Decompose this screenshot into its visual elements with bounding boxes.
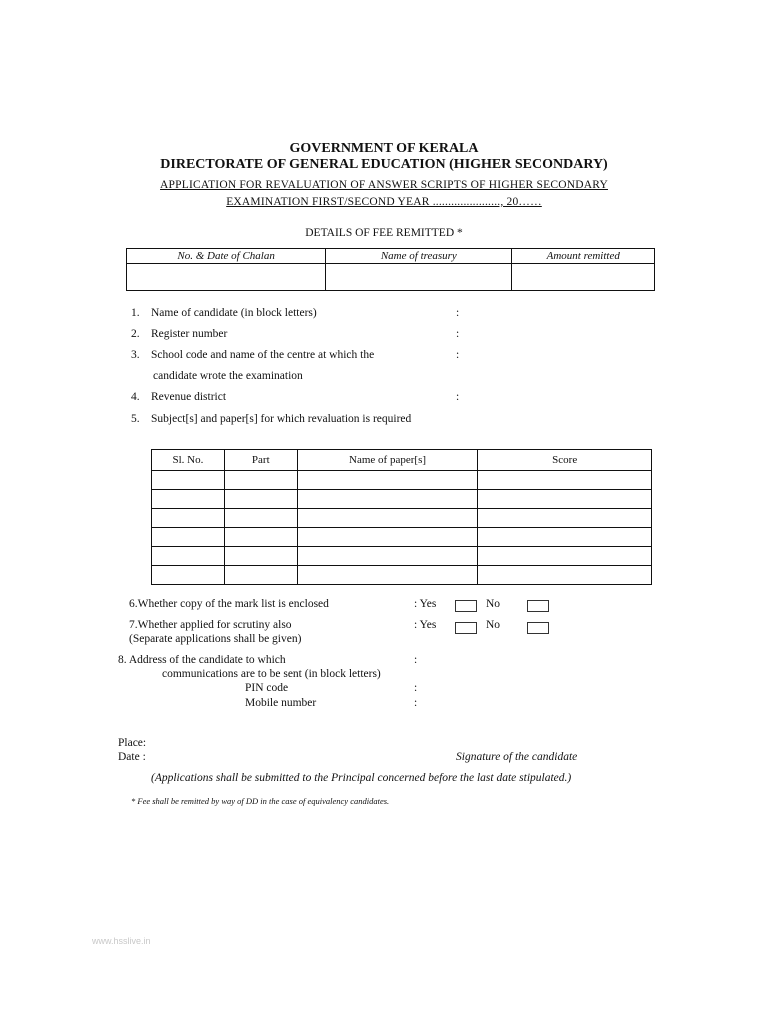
subjects-cell-part[interactable] [224, 566, 297, 585]
fee-col-amount: Amount remitted [512, 249, 655, 264]
item-1-number: 1. [131, 307, 140, 319]
q8-mobile-colon: : [414, 697, 418, 709]
subjects-table [151, 449, 652, 585]
fee-heading: DETAILS OF FEE REMITTED * [305, 227, 463, 239]
q6-yes-label: : Yes [414, 598, 437, 610]
subjects-cell-part[interactable] [224, 471, 297, 490]
subjects-cell-paper[interactable] [297, 471, 478, 490]
item-3-label-cont: candidate wrote the examination [153, 370, 303, 382]
q8-label: 8. Address of the candidate to which [118, 654, 286, 666]
q7-label: 7.Whether applied for scrutiny also [129, 619, 292, 631]
item-3-number: 3. [131, 349, 140, 361]
q6-no-label: No [486, 598, 501, 610]
subjects-col-score: Score [478, 450, 652, 471]
fee-table [126, 248, 655, 291]
signature-label: Signature of the candidate [456, 751, 578, 763]
subjects-cell-part[interactable] [224, 509, 297, 528]
subjects-cell-paper[interactable] [297, 528, 478, 547]
subjects-cell-score[interactable] [478, 509, 652, 528]
q7-note: (Separate applications shall be given) [129, 633, 302, 645]
item-5-label: Subject[s] and paper[s] for which revaluation is required [151, 413, 412, 425]
item-4-number: 4. [131, 391, 140, 403]
subjects-cell-paper[interactable] [297, 490, 478, 509]
subjects-cell-slno[interactable] [152, 509, 225, 528]
subjects-cell-slno[interactable] [152, 471, 225, 490]
q6-label: 6.Whether copy of the mark list is enclosed [129, 598, 329, 610]
q7-yes-checkbox[interactable] [455, 622, 477, 634]
item-4-colon: : [456, 391, 460, 403]
subjects-row [152, 547, 652, 566]
subjects-cell-score[interactable] [478, 528, 652, 547]
subjects-col-part: Part [224, 450, 297, 471]
q8-label-cont: communications are to be sent (in block letters) [162, 668, 381, 680]
fee-cell-amount[interactable] [512, 264, 655, 291]
subjects-cell-slno[interactable] [152, 528, 225, 547]
item-2-colon: : [456, 328, 460, 340]
q7-no-checkbox[interactable] [527, 622, 549, 634]
subjects-cell-paper[interactable] [297, 509, 478, 528]
fee-footnote: * Fee shall be remitted by way of DD in the case of equivalency candidates. [131, 796, 390, 806]
q8-pin-colon: : [414, 682, 418, 694]
q7-yes-label: : Yes [414, 619, 437, 631]
header-directorate: DIRECTORATE OF GENERAL EDUCATION (HIGHER SECONDARY) [160, 157, 608, 172]
subjects-row [152, 471, 652, 490]
subjects-col-paper: Name of paper[s] [297, 450, 478, 471]
item-1-label: Name of candidate (in block letters) [151, 307, 317, 319]
q7-no-label: No [486, 619, 501, 631]
item-5-number: 5. [131, 413, 140, 425]
subjects-cell-part[interactable] [224, 490, 297, 509]
q8-pin-label: PIN code [245, 682, 289, 694]
q6-no-checkbox[interactable] [527, 600, 549, 612]
header-government: GOVERNMENT OF KERALA [289, 141, 479, 156]
subjects-cell-score[interactable] [478, 490, 652, 509]
header-examination-line: EXAMINATION FIRST/SECOND YEAR ......................, 20…… [226, 196, 542, 208]
subjects-cell-score[interactable] [478, 471, 652, 490]
fee-col-treasury: Name of treasury [326, 249, 512, 264]
q8-colon: : [414, 654, 418, 666]
submission-instruction: (Applications shall be submitted to the Principal concerned before the last date stipulated.) [151, 772, 572, 784]
item-3-label: School code and name of the centre at which the [151, 349, 375, 361]
subjects-cell-score[interactable] [478, 566, 652, 585]
subjects-row [152, 490, 652, 509]
subjects-col-slno: Sl. No. [152, 450, 225, 471]
subjects-cell-part[interactable] [224, 547, 297, 566]
q8-mobile-label: Mobile number [245, 697, 317, 709]
header-application-title: APPLICATION FOR REVALUATION OF ANSWER SCRIPTS OF HIGHER SECONDARY [160, 179, 608, 191]
fee-cell-treasury[interactable] [326, 264, 512, 291]
item-4-label: Revenue district [151, 391, 227, 403]
q6-yes-checkbox[interactable] [455, 600, 477, 612]
subjects-cell-slno[interactable] [152, 490, 225, 509]
date-label: Date : [118, 751, 146, 763]
item-3-colon: : [456, 349, 460, 361]
item-2-number: 2. [131, 328, 140, 340]
subjects-cell-paper[interactable] [297, 566, 478, 585]
subjects-cell-slno[interactable] [152, 566, 225, 585]
subjects-row [152, 509, 652, 528]
fee-cell-chalan[interactable] [127, 264, 326, 291]
item-1-colon: : [456, 307, 460, 319]
subjects-row [152, 566, 652, 585]
subjects-cell-paper[interactable] [297, 547, 478, 566]
subjects-cell-slno[interactable] [152, 547, 225, 566]
fee-col-chalan: No. & Date of Chalan [127, 249, 326, 264]
subjects-row [152, 528, 652, 547]
subjects-cell-score[interactable] [478, 547, 652, 566]
watermark: www.hsslive.in [92, 936, 151, 946]
item-2-label: Register number [151, 328, 228, 340]
place-label: Place: [118, 737, 147, 749]
subjects-cell-part[interactable] [224, 528, 297, 547]
